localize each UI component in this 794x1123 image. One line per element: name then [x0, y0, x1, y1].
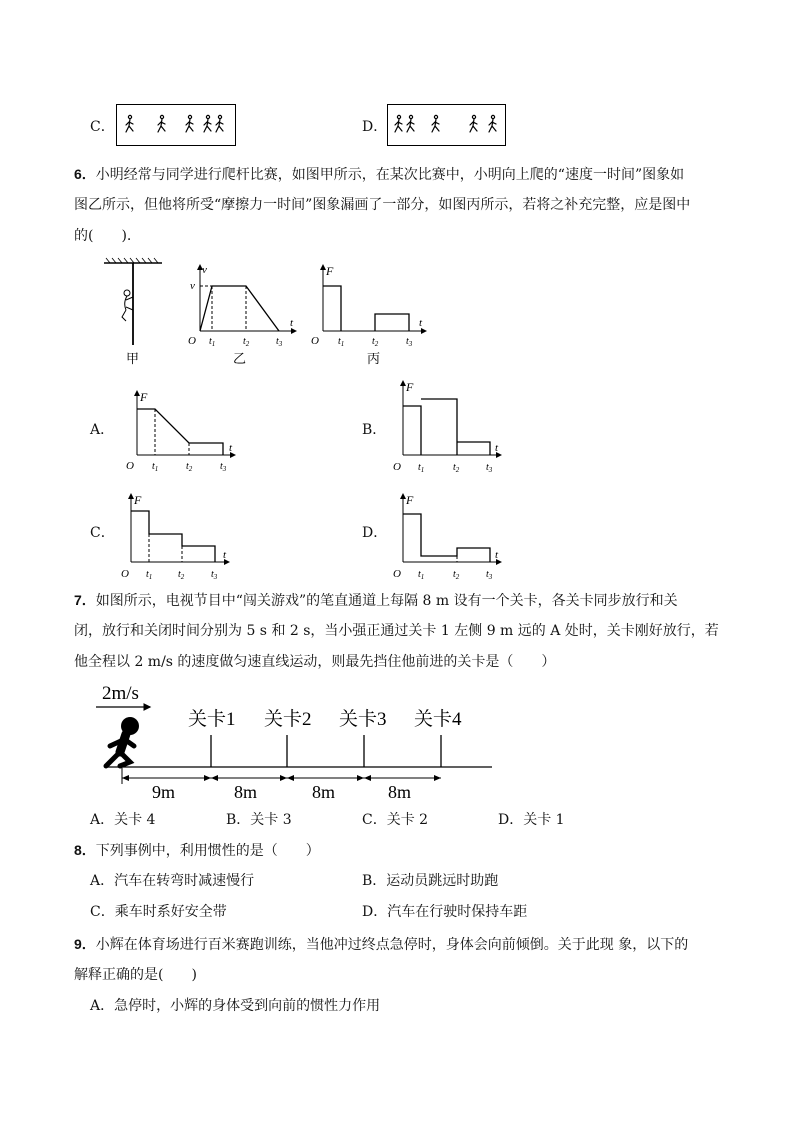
t3: $t_3$	[211, 569, 218, 581]
origin: O	[121, 568, 129, 580]
t1: $t_1$	[152, 461, 159, 473]
origin: O	[126, 460, 134, 472]
axis-v-label: v	[202, 264, 207, 276]
speed-label: 2m/s	[102, 683, 139, 704]
q6-option-a-graph	[115, 385, 245, 477]
q7-option-a: A．关卡 4	[90, 812, 156, 828]
q7-option-d: D．关卡 1	[498, 812, 565, 828]
q6-stem-line3: 的( ).	[74, 228, 132, 244]
t2: $t_2$	[453, 462, 460, 474]
bing-t3: $t_3$	[406, 336, 413, 348]
dist-8m-3: 8m	[388, 782, 412, 802]
q6-option-a-label: A．	[90, 422, 115, 438]
q8-option-b: B．运动员跳远时助跑	[362, 873, 499, 889]
fig-yi-label: 乙	[233, 351, 247, 366]
q5-option-d-figure	[387, 104, 506, 146]
q5-option-d-label: D．	[362, 119, 388, 135]
q7-stem-line2: 闭，放行和关闭时间分别为 5 s 和 2 s，当小强正通过关卡 1 左侧 9 m 远的 A 处时，关卡刚好放行，若	[74, 623, 719, 639]
q8-stem	[74, 840, 320, 861]
gate-1-label: 关卡1	[188, 709, 236, 730]
q6-option-c-graph	[115, 488, 245, 582]
q5-option-c-label: C．	[90, 119, 115, 135]
q7-option-b: B．关卡 3	[226, 812, 292, 828]
t2: $t_2$	[453, 569, 460, 581]
t3: $t_3$	[486, 569, 493, 581]
q9-text-1: 小辉在体育场进行百米赛跑训练，当他冲过终点急停时，身体会向前倾倒。关于此现 象，以下的	[95, 937, 689, 953]
q9-stem-line2: 解释正确的是( )	[74, 967, 197, 983]
axis-F: F	[406, 380, 414, 394]
q8-number: 8．	[74, 842, 96, 858]
axis-t-label: t	[290, 317, 294, 329]
dist-8m-2: 8m	[312, 782, 336, 802]
axis-t: t	[495, 442, 499, 454]
t1: $t_1$	[146, 569, 153, 581]
q7-number: 7．	[74, 592, 96, 608]
axis-t-label-bing: t	[419, 317, 423, 329]
q6-option-c-label: C．	[90, 525, 115, 541]
q6-option-b-label: B．	[362, 422, 387, 438]
origin-label: O	[188, 335, 196, 347]
q6-text-1: 小明经常与同学进行爬杆比赛，如图甲所示，在某次比赛中，小明向上爬的“速度一时间”图象如	[95, 167, 685, 183]
fig-yi	[188, 264, 296, 366]
q6-option-d-label: D．	[362, 525, 388, 541]
q7-text-1: 如图所示，电视节目中“闯关游戏”的笔直通道上每隔 8 m 设有一个关卡，各关卡同步放行和关	[95, 593, 678, 609]
q7-stem-line1	[74, 590, 678, 611]
gate-2-label: 关卡2	[264, 709, 312, 730]
axis-F-label: F	[326, 264, 334, 278]
t2: $t_2$	[186, 461, 193, 473]
dist-8m-1: 8m	[234, 782, 258, 802]
q6-option-b-graph	[387, 375, 517, 475]
q6-stem-line2: 图乙所示，但他将所受“摩擦力一时间”图象漏画了一部分，如图丙所示，若将之补充完整，应是图中	[74, 197, 691, 213]
runner-icon	[106, 717, 139, 766]
bing-t1: $t_1$	[338, 336, 345, 348]
yi-t3: $t_3$	[276, 336, 283, 348]
q9-stem-line1	[74, 934, 688, 955]
q7-figure	[90, 680, 500, 805]
q6-figures	[96, 255, 441, 370]
fig-jia-label: 甲	[126, 351, 140, 366]
axis-F: F	[140, 390, 148, 404]
q9-option-a: A．急停时，小辉的身体受到向前的惯性力作用	[90, 998, 381, 1014]
fig-bing-label: 丙	[367, 351, 381, 366]
axis-t: t	[229, 442, 233, 454]
q6-stem-line1	[74, 164, 684, 185]
gate-4-label: 关卡4	[414, 709, 462, 730]
q9-number: 9．	[74, 936, 96, 952]
q8-option-a: A．汽车在转弯时减速慢行	[90, 873, 255, 889]
q8-option-c: C．乘车时系好安全带	[90, 904, 227, 920]
t2: $t_2$	[178, 569, 185, 581]
origin: O	[393, 461, 401, 473]
gate-3-label: 关卡3	[339, 709, 387, 730]
axis-F: F	[406, 493, 414, 507]
fig-jia	[104, 258, 162, 366]
yi-t1: $t_1$	[209, 336, 216, 348]
t1: $t_1$	[418, 569, 425, 581]
axis-F: F	[134, 493, 142, 507]
q7-option-c: C．关卡 2	[362, 812, 429, 828]
yi-t2: $t_2$	[243, 336, 250, 348]
q6-option-d-graph	[387, 488, 517, 582]
dist-9m: 9m	[152, 782, 176, 802]
q7-stem-line3: 他全程以 2 m/s 的速度做匀速直线运动，则最先挡住他前进的关卡是（ ）	[74, 654, 556, 670]
axis-t: t	[223, 549, 227, 561]
q8-text: 下列事例中，利用惯性的是（ ）	[95, 843, 320, 859]
t1: $t_1$	[418, 462, 425, 474]
q8-option-d: D．汽车在行驶时保持车距	[362, 904, 528, 920]
origin-label-bing: O	[311, 335, 319, 347]
fig-bing	[311, 264, 426, 366]
q6-number: 6．	[74, 166, 96, 182]
t3: $t_3$	[220, 461, 227, 473]
v-level-label: v	[190, 280, 195, 292]
axis-t: t	[495, 549, 499, 561]
origin: O	[393, 568, 401, 580]
t3: $t_3$	[486, 462, 493, 474]
bing-t2: $t_2$	[372, 336, 379, 348]
q5-option-c-figure	[116, 104, 236, 146]
